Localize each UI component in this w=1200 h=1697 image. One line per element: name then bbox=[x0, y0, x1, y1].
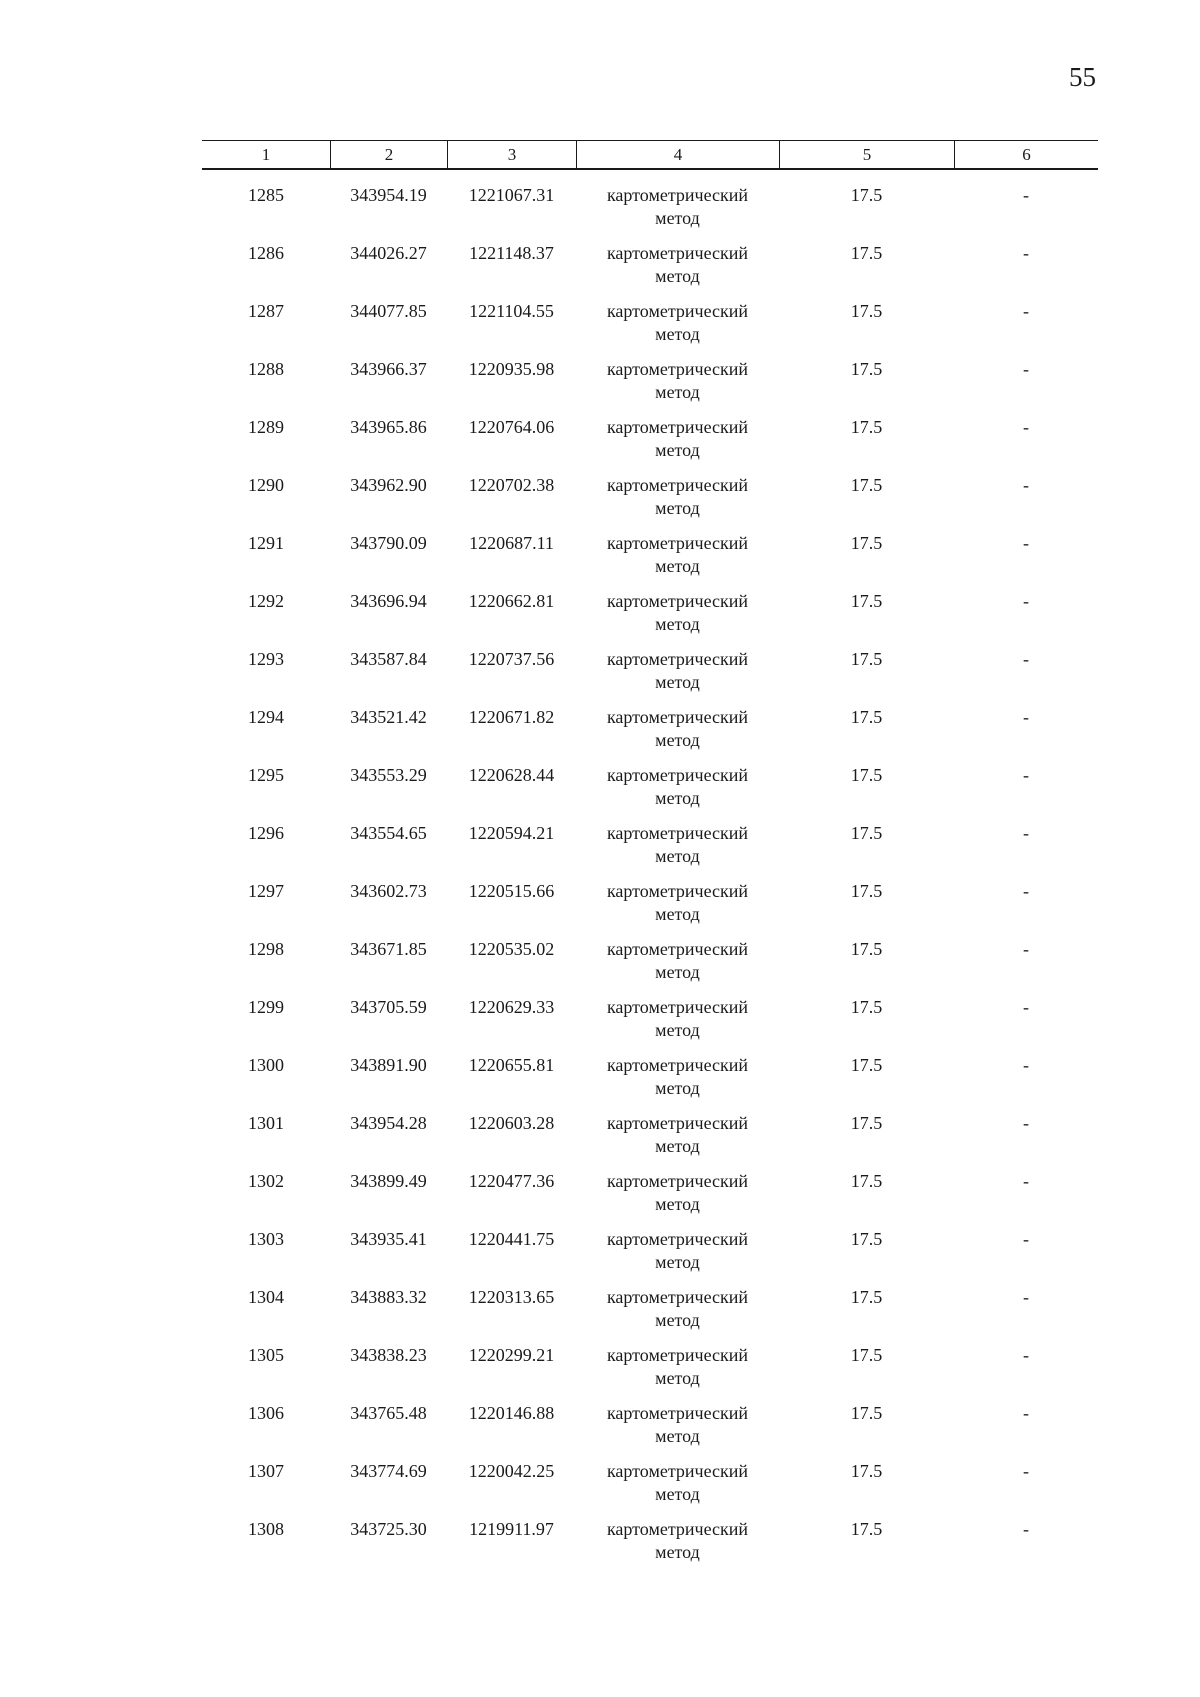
table-row bbox=[202, 764, 1098, 822]
method-line-1: картометрический bbox=[606, 591, 749, 611]
table-row bbox=[202, 1402, 1098, 1460]
accuracy-cell: 17.5 bbox=[850, 939, 883, 959]
method-cell bbox=[576, 1402, 779, 1460]
method-cell bbox=[576, 242, 779, 300]
x-coordinate-cell: 343965.86 bbox=[350, 417, 427, 437]
y-coordinate-cell: 1220594.21 bbox=[468, 823, 555, 843]
accuracy-cell: 17.5 bbox=[850, 881, 883, 901]
accuracy-cell: 17.5 bbox=[850, 823, 883, 843]
x-coordinate-cell: 343790.09 bbox=[350, 533, 427, 553]
accuracy-cell: 17.5 bbox=[850, 707, 883, 727]
method-cell bbox=[576, 1344, 779, 1402]
method-line-2: метод bbox=[655, 382, 700, 402]
method-cell bbox=[576, 1054, 779, 1112]
table-row bbox=[202, 416, 1098, 474]
note-cell: - bbox=[1023, 881, 1029, 901]
accuracy-cell: 17.5 bbox=[850, 475, 883, 495]
method-line-1: картометрический bbox=[606, 533, 749, 553]
point-number-cell: 1285 bbox=[248, 185, 284, 205]
table-body bbox=[202, 184, 1098, 1576]
note-cell: - bbox=[1023, 765, 1029, 785]
table-row bbox=[202, 1170, 1098, 1228]
accuracy-cell: 17.5 bbox=[850, 533, 883, 553]
point-number-cell: 1290 bbox=[248, 475, 284, 495]
point-number-cell: 1303 bbox=[248, 1229, 284, 1249]
method-line-1: картометрический bbox=[606, 243, 749, 263]
y-coordinate-cell: 1220702.38 bbox=[468, 475, 555, 495]
note-cell: - bbox=[1023, 823, 1029, 843]
point-number-cell: 1294 bbox=[248, 707, 284, 727]
y-coordinate-cell: 1220477.36 bbox=[468, 1171, 555, 1191]
method-cell bbox=[576, 822, 779, 880]
table-row bbox=[202, 822, 1098, 880]
table-row bbox=[202, 1228, 1098, 1286]
x-coordinate-cell: 343891.90 bbox=[350, 1055, 427, 1075]
y-coordinate-cell: 1221148.37 bbox=[469, 243, 554, 263]
point-number-cell: 1289 bbox=[248, 417, 284, 437]
method-cell bbox=[576, 1228, 779, 1286]
table-row bbox=[202, 1286, 1098, 1344]
method-line-2: метод bbox=[655, 1310, 700, 1330]
x-coordinate-cell: 343962.90 bbox=[350, 475, 427, 495]
method-line-2: метод bbox=[655, 672, 700, 692]
note-cell: - bbox=[1023, 417, 1029, 437]
method-line-1: картометрический bbox=[606, 1113, 749, 1133]
x-coordinate-cell: 343838.23 bbox=[350, 1345, 427, 1365]
method-line-1: картометрический bbox=[606, 359, 749, 379]
method-line-1: картометрический bbox=[606, 1461, 749, 1481]
column-header-5: 5 bbox=[779, 141, 954, 168]
point-number-cell: 1300 bbox=[248, 1055, 284, 1075]
x-coordinate-cell: 343671.85 bbox=[350, 939, 427, 959]
accuracy-cell: 17.5 bbox=[850, 765, 883, 785]
method-cell bbox=[576, 1286, 779, 1344]
y-coordinate-cell: 1220671.82 bbox=[468, 707, 555, 727]
method-cell bbox=[576, 300, 779, 358]
method-cell bbox=[576, 996, 779, 1054]
method-line-1: картометрический bbox=[606, 1519, 749, 1539]
x-coordinate-cell: 343554.65 bbox=[350, 823, 427, 843]
table-row bbox=[202, 300, 1098, 358]
note-cell: - bbox=[1023, 939, 1029, 959]
method-line-1: картометрический bbox=[606, 823, 749, 843]
y-coordinate-cell: 1220146.88 bbox=[468, 1403, 555, 1423]
method-line-2: метод bbox=[655, 730, 700, 750]
method-line-1: картометрический bbox=[606, 765, 749, 785]
point-number-cell: 1291 bbox=[248, 533, 284, 553]
method-line-2: метод bbox=[655, 440, 700, 460]
y-coordinate-cell: 1220935.98 bbox=[468, 359, 555, 379]
method-line-2: метод bbox=[655, 498, 700, 518]
x-coordinate-cell: 343725.30 bbox=[350, 1519, 427, 1539]
table-row bbox=[202, 474, 1098, 532]
column-header-4: 4 bbox=[576, 141, 779, 168]
accuracy-cell: 17.5 bbox=[850, 1403, 883, 1423]
point-number-cell: 1296 bbox=[248, 823, 284, 843]
accuracy-cell: 17.5 bbox=[850, 1345, 883, 1365]
x-coordinate-cell: 343935.41 bbox=[350, 1229, 427, 1249]
x-coordinate-cell: 343587.84 bbox=[350, 649, 427, 669]
point-number-cell: 1305 bbox=[248, 1345, 284, 1365]
table-header bbox=[202, 140, 1098, 170]
accuracy-cell: 17.5 bbox=[850, 997, 883, 1017]
method-cell bbox=[576, 1460, 779, 1518]
x-coordinate-cell: 343696.94 bbox=[350, 591, 427, 611]
y-coordinate-cell: 1220299.21 bbox=[468, 1345, 555, 1365]
accuracy-cell: 17.5 bbox=[850, 243, 883, 263]
y-coordinate-cell: 1220042.25 bbox=[468, 1461, 555, 1481]
accuracy-cell: 17.5 bbox=[850, 1461, 883, 1481]
y-coordinate-cell: 1220655.81 bbox=[468, 1055, 555, 1075]
note-cell: - bbox=[1023, 475, 1029, 495]
point-number-cell: 1286 bbox=[248, 243, 284, 263]
method-line-2: метод bbox=[655, 962, 700, 982]
method-cell bbox=[576, 706, 779, 764]
point-number-cell: 1293 bbox=[248, 649, 284, 669]
y-coordinate-cell: 1220603.28 bbox=[468, 1113, 555, 1133]
x-coordinate-cell: 343966.37 bbox=[350, 359, 427, 379]
table-row bbox=[202, 1112, 1098, 1170]
table-row bbox=[202, 648, 1098, 706]
method-line-1: картометрический bbox=[606, 997, 749, 1017]
method-line-2: метод bbox=[655, 1426, 700, 1446]
y-coordinate-cell: 1220535.02 bbox=[468, 939, 555, 959]
accuracy-cell: 17.5 bbox=[850, 359, 883, 379]
method-cell bbox=[576, 184, 779, 242]
note-cell: - bbox=[1023, 1403, 1029, 1423]
point-number-cell: 1295 bbox=[248, 765, 284, 785]
x-coordinate-cell: 343705.59 bbox=[350, 997, 427, 1017]
method-line-2: метод bbox=[655, 846, 700, 866]
note-cell: - bbox=[1023, 1287, 1029, 1307]
method-cell bbox=[576, 1112, 779, 1170]
method-line-1: картометрический bbox=[606, 1171, 749, 1191]
table-row bbox=[202, 996, 1098, 1054]
method-line-1: картометрический bbox=[606, 417, 749, 437]
note-cell: - bbox=[1023, 1113, 1029, 1133]
method-cell bbox=[576, 358, 779, 416]
note-cell: - bbox=[1023, 1519, 1029, 1539]
table-row bbox=[202, 532, 1098, 590]
method-line-2: метод bbox=[655, 1194, 700, 1214]
method-line-2: метод bbox=[655, 208, 700, 228]
note-cell: - bbox=[1023, 243, 1029, 263]
point-number-cell: 1306 bbox=[248, 1403, 284, 1423]
method-line-1: картометрический bbox=[606, 1229, 749, 1249]
method-line-2: метод bbox=[655, 266, 700, 286]
method-line-1: картометрический bbox=[606, 649, 749, 669]
method-line-2: метод bbox=[655, 1078, 700, 1098]
accuracy-cell: 17.5 bbox=[850, 1287, 883, 1307]
point-number-cell: 1302 bbox=[248, 1171, 284, 1191]
note-cell: - bbox=[1023, 649, 1029, 669]
table-row bbox=[202, 1344, 1098, 1402]
page-number: 55 bbox=[1069, 62, 1096, 92]
point-number-cell: 1287 bbox=[248, 301, 284, 321]
column-header-6: 6 bbox=[954, 141, 1098, 168]
method-line-1: картометрический bbox=[606, 1287, 749, 1307]
accuracy-cell: 17.5 bbox=[850, 185, 883, 205]
method-line-1: картометрический bbox=[606, 185, 749, 205]
accuracy-cell: 17.5 bbox=[850, 1055, 883, 1075]
y-coordinate-cell: 1221104.55 bbox=[469, 301, 554, 321]
method-line-2: метод bbox=[655, 1542, 700, 1562]
method-cell bbox=[576, 938, 779, 996]
accuracy-cell: 17.5 bbox=[850, 1229, 883, 1249]
method-cell bbox=[576, 532, 779, 590]
x-coordinate-cell: 343774.69 bbox=[350, 1461, 427, 1481]
x-coordinate-cell: 343899.49 bbox=[350, 1171, 427, 1191]
method-line-1: картометрический bbox=[606, 1403, 749, 1423]
accuracy-cell: 17.5 bbox=[850, 649, 883, 669]
note-cell: - bbox=[1023, 301, 1029, 321]
method-line-2: метод bbox=[655, 556, 700, 576]
column-header-1: 1 bbox=[261, 145, 271, 164]
method-line-2: метод bbox=[655, 1136, 700, 1156]
method-line-1: картометрический bbox=[606, 707, 749, 727]
point-number-cell: 1301 bbox=[248, 1113, 284, 1133]
x-coordinate-cell: 344077.85 bbox=[350, 301, 427, 321]
x-coordinate-cell: 343765.48 bbox=[350, 1403, 427, 1423]
method-line-1: картометрический bbox=[606, 1345, 749, 1365]
method-line-2: метод bbox=[655, 1484, 700, 1504]
note-cell: - bbox=[1023, 359, 1029, 379]
accuracy-cell: 17.5 bbox=[850, 1113, 883, 1133]
x-coordinate-cell: 343521.42 bbox=[350, 707, 427, 727]
y-coordinate-cell: 1220629.33 bbox=[468, 997, 555, 1017]
method-cell bbox=[576, 1518, 779, 1576]
table-row bbox=[202, 880, 1098, 938]
method-cell bbox=[576, 764, 779, 822]
y-coordinate-cell: 1220687.11 bbox=[469, 533, 554, 553]
note-cell: - bbox=[1023, 591, 1029, 611]
table-row bbox=[202, 1054, 1098, 1112]
table-row bbox=[202, 938, 1098, 996]
accuracy-cell: 17.5 bbox=[850, 301, 883, 321]
note-cell: - bbox=[1023, 1229, 1029, 1249]
method-line-2: метод bbox=[655, 788, 700, 808]
table-row bbox=[202, 358, 1098, 416]
point-number-cell: 1304 bbox=[248, 1287, 284, 1307]
y-coordinate-cell: 1221067.31 bbox=[468, 185, 555, 205]
method-cell bbox=[576, 590, 779, 648]
accuracy-cell: 17.5 bbox=[850, 1171, 883, 1191]
x-coordinate-cell: 343553.29 bbox=[350, 765, 427, 785]
note-cell: - bbox=[1023, 707, 1029, 727]
method-line-2: метод bbox=[655, 1252, 700, 1272]
y-coordinate-cell: 1219911.97 bbox=[469, 1519, 554, 1539]
point-number-cell: 1298 bbox=[248, 939, 284, 959]
y-coordinate-cell: 1220737.56 bbox=[468, 649, 555, 669]
x-coordinate-cell: 343954.28 bbox=[350, 1113, 427, 1133]
note-cell: - bbox=[1023, 1345, 1029, 1365]
y-coordinate-cell: 1220662.81 bbox=[468, 591, 555, 611]
table-row bbox=[202, 242, 1098, 300]
method-line-2: метод bbox=[655, 1020, 700, 1040]
table-row bbox=[202, 1518, 1098, 1576]
method-cell bbox=[576, 416, 779, 474]
method-line-2: метод bbox=[655, 614, 700, 634]
point-number-cell: 1292 bbox=[248, 591, 284, 611]
y-coordinate-cell: 1220628.44 bbox=[468, 765, 555, 785]
y-coordinate-cell: 1220441.75 bbox=[468, 1229, 555, 1249]
method-line-2: метод bbox=[655, 1368, 700, 1388]
note-cell: - bbox=[1023, 533, 1029, 553]
method-cell bbox=[576, 474, 779, 532]
accuracy-cell: 17.5 bbox=[850, 591, 883, 611]
point-number-cell: 1297 bbox=[248, 881, 284, 901]
method-cell bbox=[576, 648, 779, 706]
x-coordinate-cell: 343954.19 bbox=[350, 185, 427, 205]
point-number-cell: 1288 bbox=[248, 359, 284, 379]
note-cell: - bbox=[1023, 185, 1029, 205]
point-number-cell: 1308 bbox=[248, 1519, 284, 1539]
note-cell: - bbox=[1023, 997, 1029, 1017]
column-header-3: 3 bbox=[447, 141, 576, 168]
x-coordinate-cell: 344026.27 bbox=[350, 243, 427, 263]
table-row bbox=[202, 184, 1098, 242]
y-coordinate-cell: 1220764.06 bbox=[468, 417, 555, 437]
column-header-2: 2 bbox=[330, 141, 447, 168]
method-line-1: картометрический bbox=[606, 939, 749, 959]
note-cell: - bbox=[1023, 1461, 1029, 1481]
x-coordinate-cell: 343602.73 bbox=[350, 881, 427, 901]
note-cell: - bbox=[1023, 1055, 1029, 1075]
method-line-2: метод bbox=[655, 324, 700, 344]
accuracy-cell: 17.5 bbox=[850, 417, 883, 437]
method-line-1: картометрический bbox=[606, 475, 749, 495]
accuracy-cell: 17.5 bbox=[850, 1519, 883, 1539]
method-cell bbox=[576, 880, 779, 938]
y-coordinate-cell: 1220313.65 bbox=[468, 1287, 555, 1307]
x-coordinate-cell: 343883.32 bbox=[350, 1287, 427, 1307]
table-row bbox=[202, 706, 1098, 764]
table-row bbox=[202, 590, 1098, 648]
point-number-cell: 1299 bbox=[248, 997, 284, 1017]
method-cell bbox=[576, 1170, 779, 1228]
note-cell: - bbox=[1023, 1171, 1029, 1191]
method-line-1: картометрический bbox=[606, 881, 749, 901]
method-line-2: метод bbox=[655, 904, 700, 924]
y-coordinate-cell: 1220515.66 bbox=[468, 881, 555, 901]
method-line-1: картометрический bbox=[606, 301, 749, 321]
method-line-1: картометрический bbox=[606, 1055, 749, 1075]
point-number-cell: 1307 bbox=[248, 1461, 284, 1481]
table-row bbox=[202, 1460, 1098, 1518]
